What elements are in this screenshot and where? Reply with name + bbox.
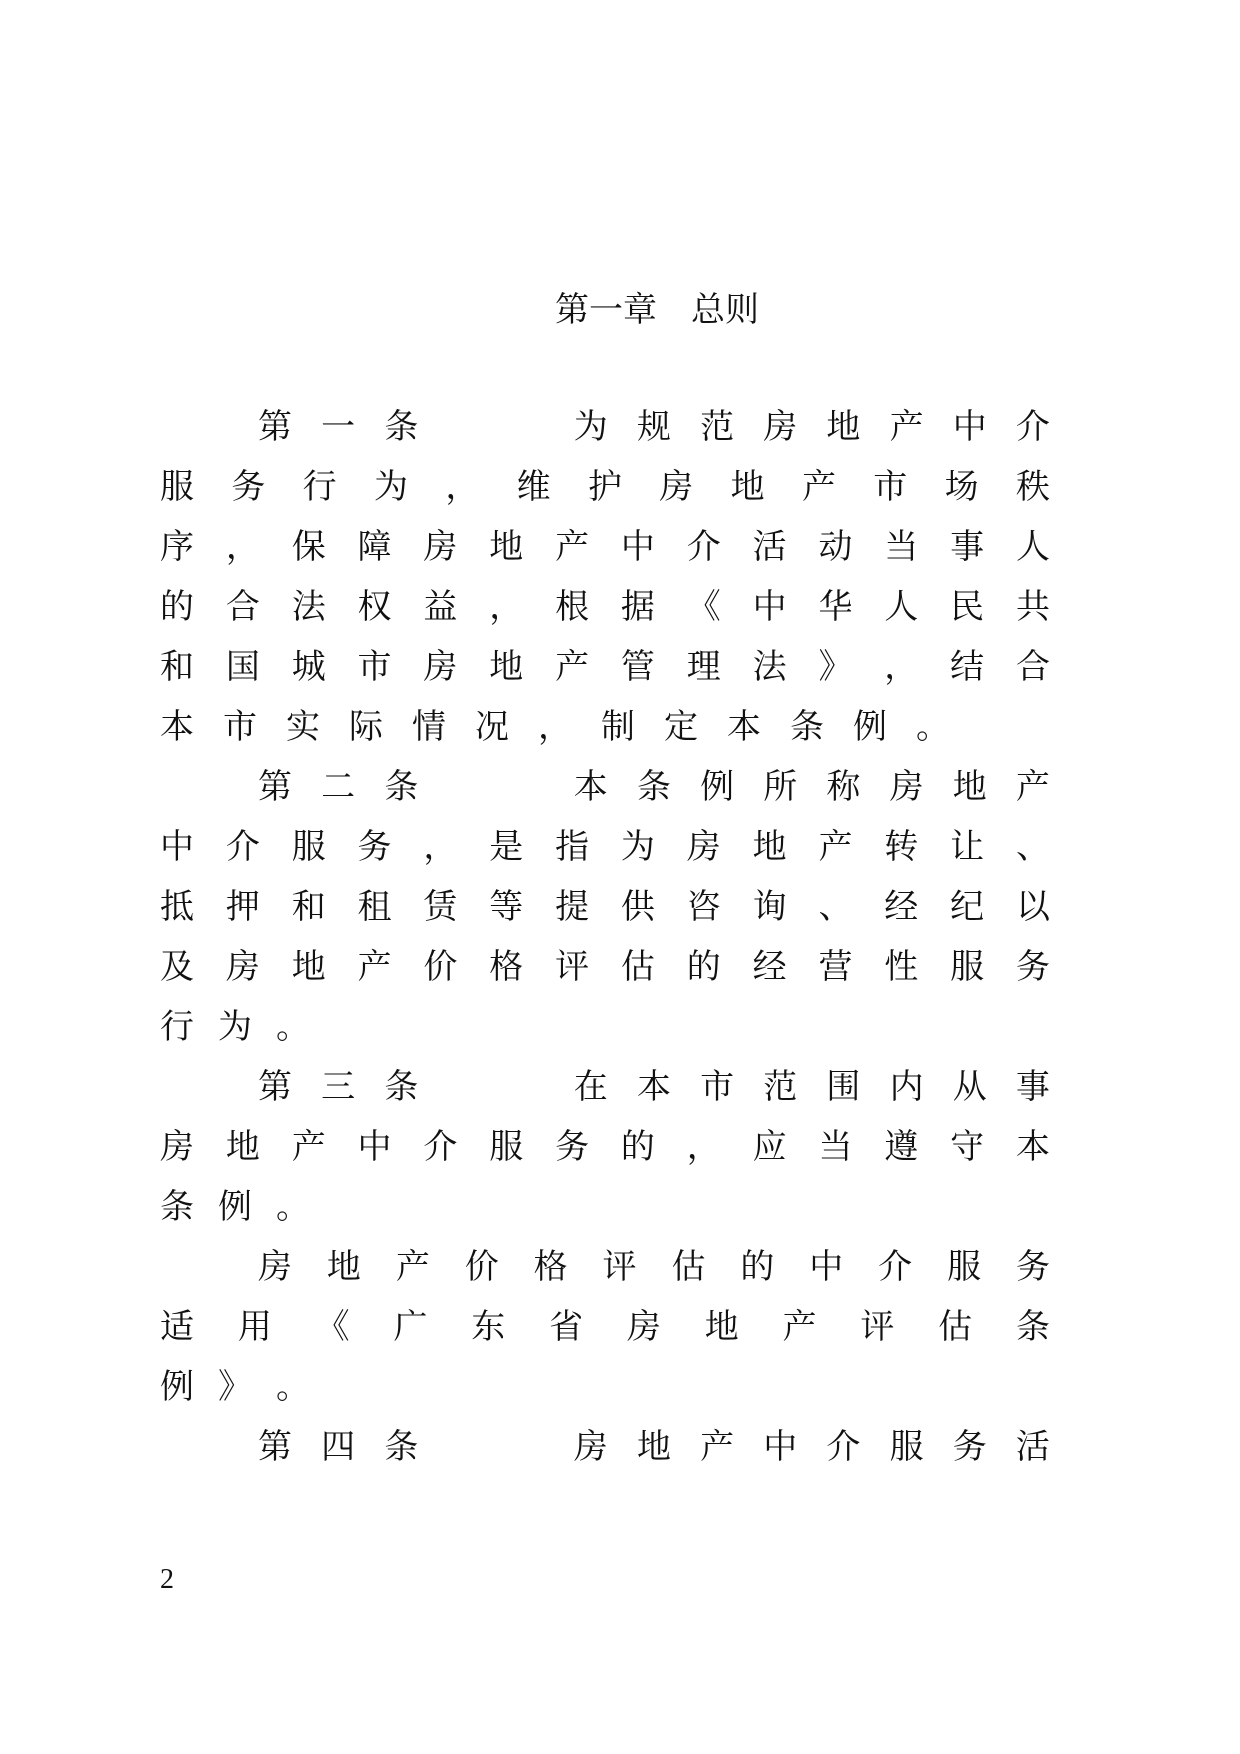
text-line-15: 房 地 产 价 格 评 估 的 中 介 服 务 [258, 1247, 1050, 1287]
page-number: 2 [160, 1564, 174, 1595]
text-line-12: 第 三 条 在 本 市 范 围 内 从 事 [258, 1067, 1050, 1107]
text-line-5: 和 国 城 市 房 地 产 管 理 法 》 ， 结 合 [160, 647, 1050, 687]
text-line-7: 第 二 条 本 条 例 所 称 房 地 产 [258, 767, 1050, 807]
text-line-10: 及 房 地 产 价 格 评 估 的 经 营 性 服 务 [160, 947, 1050, 987]
text-line-4: 的 合 法 权 益 ， 根 据 《 中 华 人 民 共 [160, 587, 1050, 627]
text-line-6: 本 市 实 际 情 况 ， 制 定 本 条 例 。 [160, 707, 950, 747]
text-line-2: 服 务 行 为 ， 维 护 房 地 产 市 场 秩 [160, 467, 1050, 507]
text-line-9: 抵 押 和 租 赁 等 提 供 咨 询 、 经 纪 以 [160, 887, 1050, 927]
text-line-16: 适 用 《 广 东 省 房 地 产 评 估 条 [160, 1307, 1050, 1347]
text-line-18: 第 四 条 房 地 产 中 介 服 务 活 [258, 1427, 1050, 1467]
text-line-17: 例 》 。 [160, 1367, 310, 1407]
text-line-8: 中 介 服 务 ， 是 指 为 房 地 产 转 让 、 [160, 827, 1050, 867]
text-line-14: 条 例 。 [160, 1187, 310, 1227]
text-line-3: 序 ， 保 障 房 地 产 中 介 活 动 当 事 人 [160, 527, 1050, 567]
chapter-title: 第一章 总则 [555, 290, 759, 330]
text-line-11: 行 为 。 [160, 1007, 310, 1047]
text-line-13: 房 地 产 中 介 服 务 的 ， 应 当 遵 守 本 [160, 1127, 1050, 1167]
text-line-1: 第 一 条 为 规 范 房 地 产 中 介 [258, 407, 1050, 447]
